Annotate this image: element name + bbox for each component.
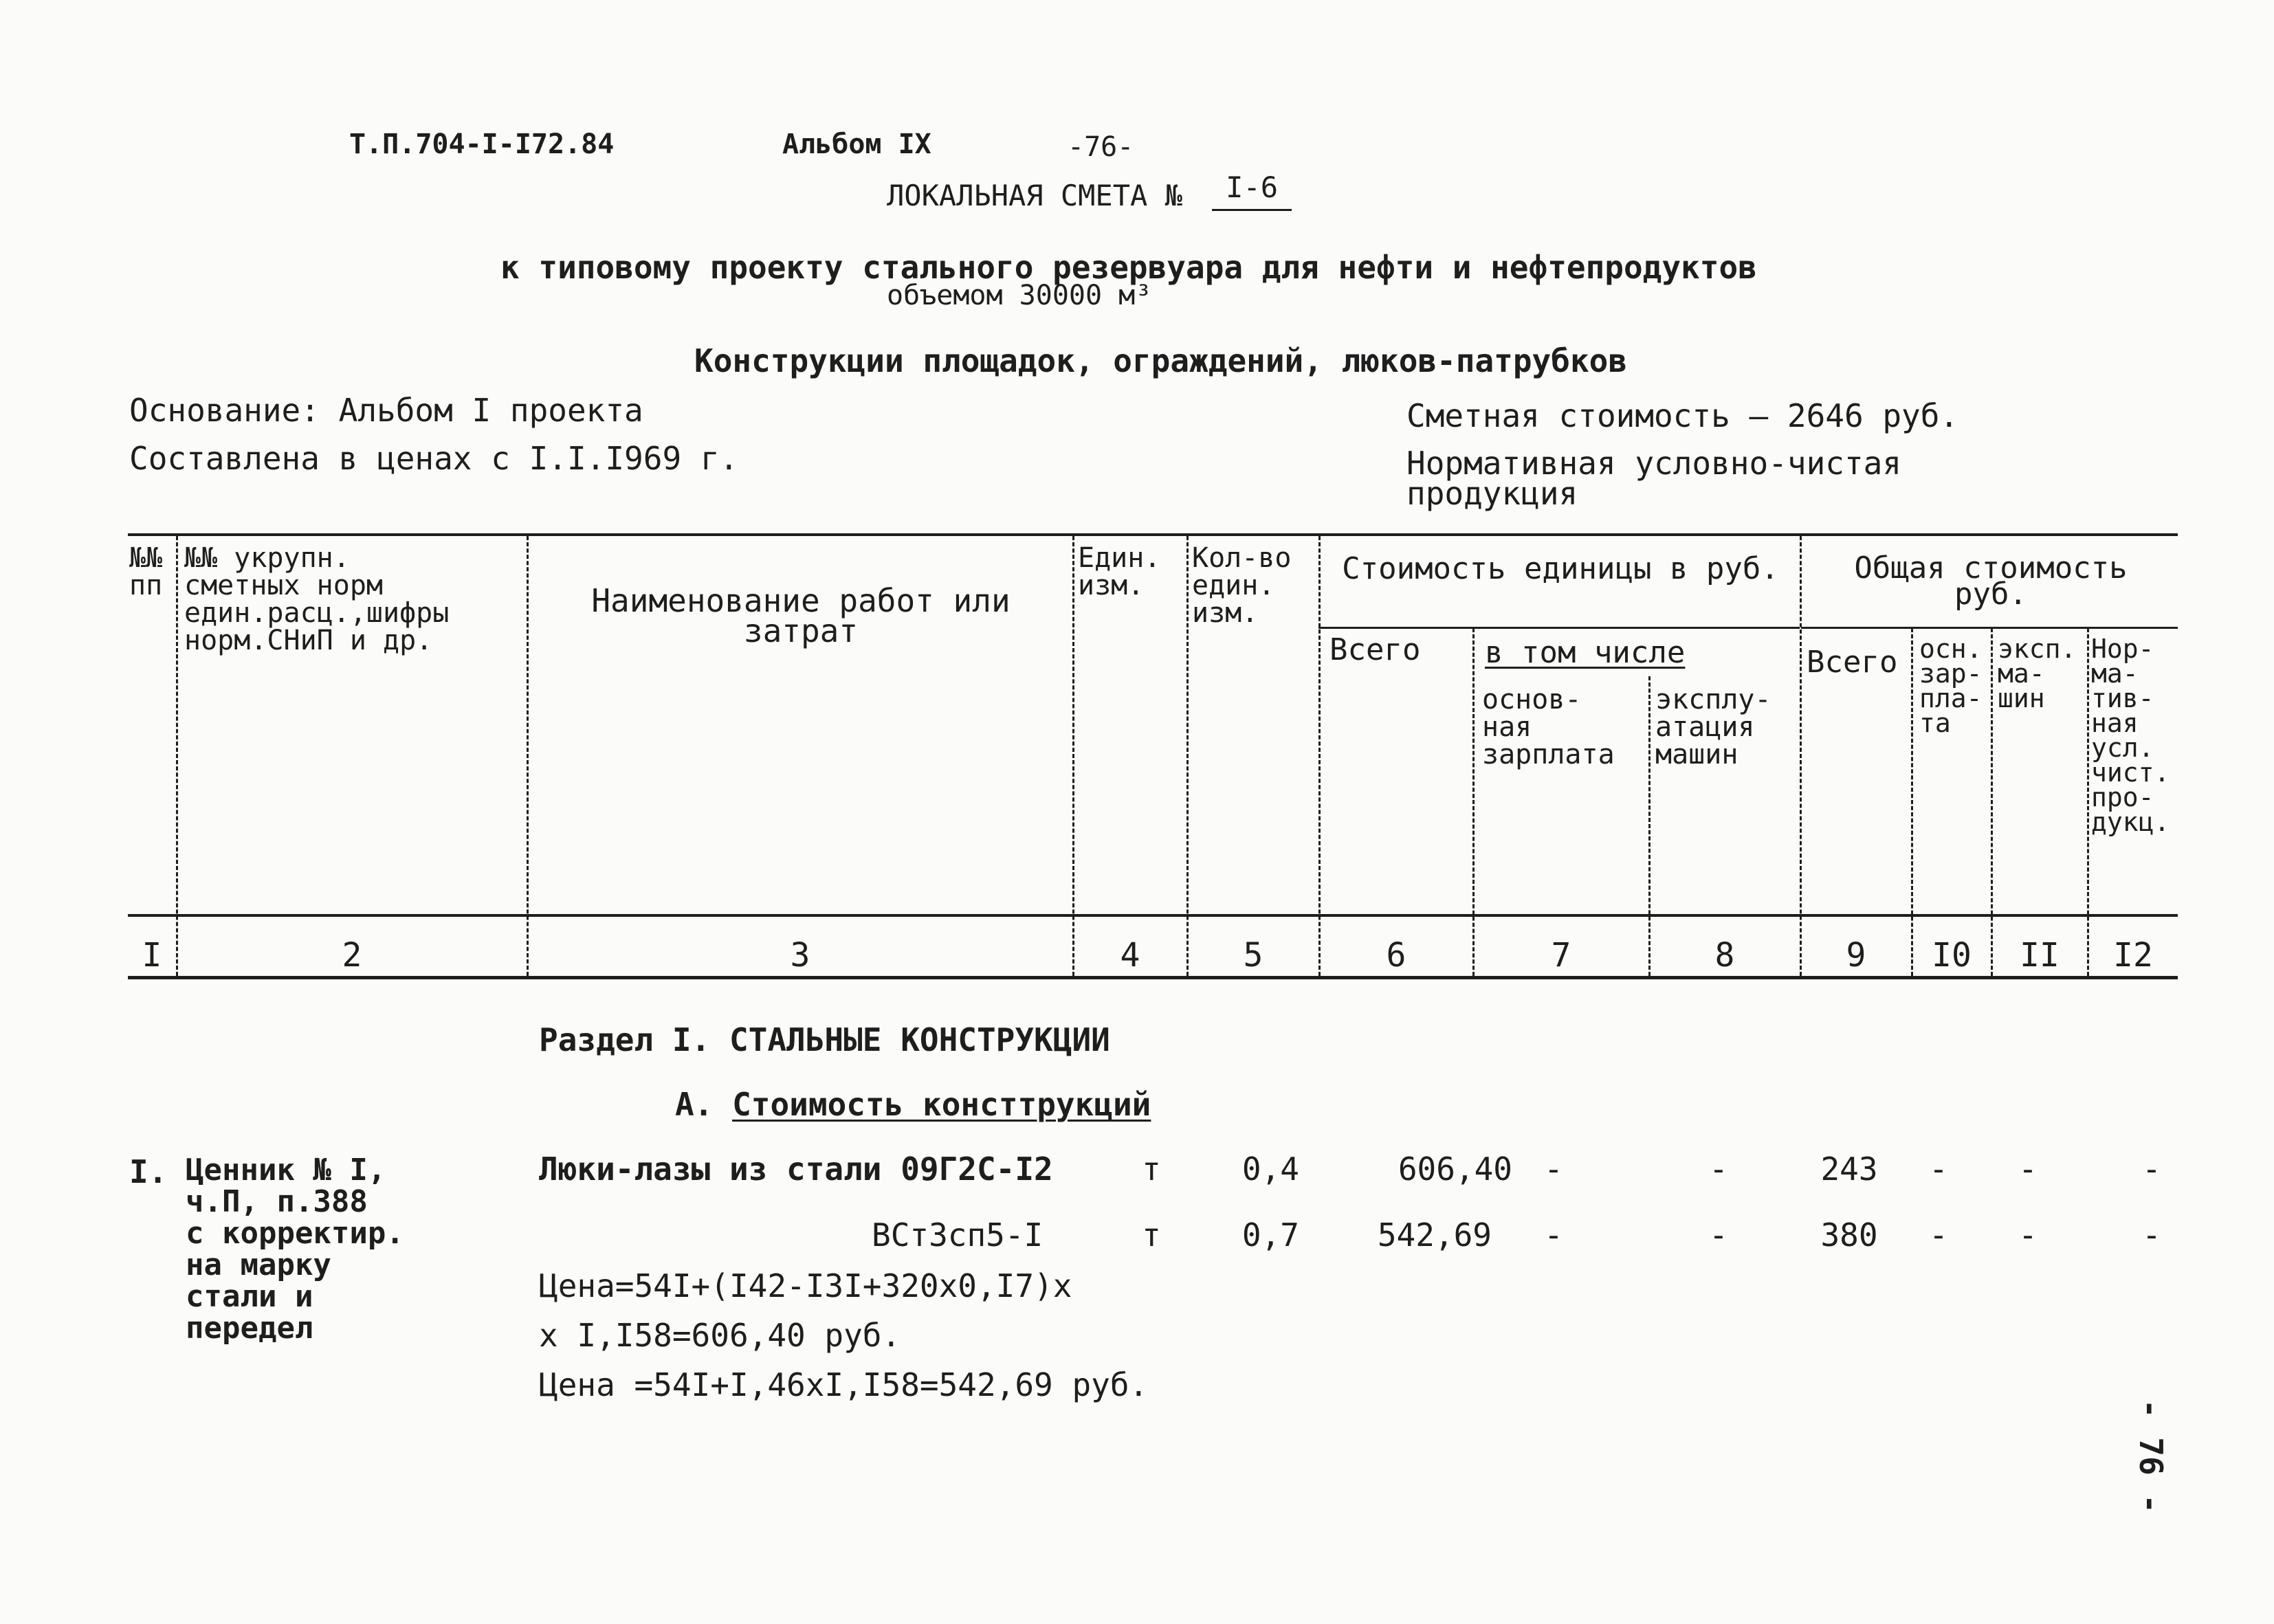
col-sep-3 — [1072, 536, 1074, 976]
col-sep-4 — [1186, 536, 1189, 976]
item-code: Ценник № I, ч.П, п.388 с корректир. на марку стали и передел — [186, 1153, 404, 1346]
row2-wage: - — [1544, 1216, 1563, 1254]
col-number-9: 9 — [1846, 936, 1866, 975]
table-number-rule — [128, 976, 2178, 979]
incl-label: в том числе — [1485, 635, 1686, 670]
col-header-3: Наименование работ или затрат — [591, 582, 1011, 649]
subsection-letter: А. — [675, 1086, 714, 1123]
col-header-10: осн. зар- пла- та — [1919, 634, 1983, 738]
estimated-cost: Сметная стоимость – 2646 руб. — [1406, 397, 1959, 434]
estimate-title — [887, 170, 1292, 219]
col-number-5: 5 — [1243, 936, 1263, 975]
total-cost-group: Общая стоимость руб. — [1854, 550, 2128, 612]
row2-total-normative: - — [2142, 1216, 2161, 1254]
row1-machines: - — [1709, 1150, 1728, 1188]
row2-name: ВСт3сп5-I — [872, 1216, 1044, 1254]
unit-cost-group: Стоимость единицы в руб. — [1342, 551, 1779, 586]
row1-total-wage: - — [1929, 1150, 1948, 1188]
col-number-12: I2 — [2113, 936, 2153, 975]
col-sep-7 — [1648, 676, 1651, 976]
col-number-3: 3 — [790, 936, 810, 975]
row1-unit: т — [1142, 1150, 1161, 1188]
subject-title: Конструкции площадок, ограждений, люков-патрубков — [694, 342, 1628, 379]
col-sep-9 — [1911, 628, 1913, 976]
row1-unit-total: 606,40 — [1398, 1150, 1512, 1188]
col-sep-6 — [1472, 628, 1475, 976]
col-sep-8 — [1800, 536, 1802, 976]
row2-qty: 0,7 — [1241, 1216, 1299, 1254]
col-number-6: 6 — [1386, 936, 1406, 975]
row1-wage: - — [1544, 1150, 1563, 1188]
col-header-9: Всего — [1807, 645, 1898, 680]
row2-total: 380 — [1820, 1216, 1878, 1254]
col-header-4: Един. изм. — [1078, 542, 1161, 601]
col-number-7: 7 — [1551, 936, 1571, 975]
subtitle-line1: к типовому проекту стального резервуара для нефти и нефтепродуктов — [500, 249, 1757, 286]
row1-total-normative: - — [2142, 1150, 2161, 1188]
calc-line-3: Цена =54I+I,46хI,I58=542,69 руб. — [539, 1366, 1149, 1403]
col-sep-5 — [1318, 536, 1321, 976]
table-top-rule — [128, 533, 2178, 536]
col-header-11: эксп. ма- шин — [1998, 634, 2077, 713]
row1-total: 243 — [1820, 1150, 1878, 1188]
col-header-7: основ- ная зарплата — [1482, 684, 1615, 770]
estimate-number: I-6 — [1212, 172, 1292, 211]
col-header-5: Кол-во един. изм. — [1192, 542, 1292, 629]
row2-total-machines: - — [2018, 1216, 2038, 1254]
unit-cost-subrule — [1318, 627, 1800, 629]
subsection-name: Стоимость консттрукций — [732, 1086, 1151, 1123]
subtitle-line2: объемом 30000 м³ — [887, 280, 1152, 311]
calc-line-1: Цена=54I+(I42-I3I+320х0,I7)х — [539, 1267, 1072, 1304]
album-label: Альбом IX — [782, 129, 931, 160]
col-number-10: I0 — [1932, 936, 1972, 975]
margin-page-number: - 76 - — [2132, 1399, 2170, 1514]
col-number-8: 8 — [1714, 936, 1735, 975]
doc-code: Т.П.704-I-I72.84 — [349, 129, 615, 160]
total-cost-subrule — [1801, 627, 2178, 629]
col-sep-2 — [527, 536, 529, 976]
col-sep-10 — [1991, 628, 1993, 976]
col-header-8: эксплу- атация машин — [1655, 684, 1771, 770]
row2-unit: т — [1142, 1216, 1161, 1254]
calc-line-2: х I,I58=606,40 руб. — [539, 1317, 901, 1354]
estimate-title-prefix: ЛОКАЛЬНАЯ СМЕТА № — [887, 179, 1182, 212]
row2-unit-total: 542,69 — [1377, 1216, 1492, 1254]
col-number-11: II — [2020, 936, 2060, 975]
basis-text: Основание: Альбом I проекта — [129, 392, 643, 429]
col-sep-1 — [176, 536, 178, 976]
col-header-2: №№ укрупн. сметных норм един.расц.,шифры норм.СНиП и др. — [184, 542, 450, 656]
prices-text: Составлена в ценах с I.I.I969 г. — [129, 440, 739, 477]
row1-name: Люки-лазы из стали 09Г2С-I2 — [539, 1150, 1053, 1188]
page-number: -76- — [1068, 131, 1134, 163]
section-title: Раздел I. СТАЛЬНЫЕ КОНСТРУКЦИИ — [539, 1021, 1110, 1058]
col-number-1: I — [142, 936, 162, 975]
col-sep-11 — [2087, 628, 2089, 976]
row2-machines: - — [1709, 1216, 1728, 1254]
item-number: I. — [129, 1153, 168, 1190]
col-header-6: Всего — [1329, 632, 1421, 667]
row1-total-machines: - — [2018, 1150, 2038, 1188]
table-header-rule — [128, 914, 2178, 917]
row2-total-wage: - — [1929, 1216, 1948, 1254]
col-number-2: 2 — [342, 936, 362, 975]
col-header-1: №№ пп — [129, 542, 163, 601]
normative-product: Нормативная условно-чистая продукция — [1406, 445, 1902, 512]
col-number-4: 4 — [1120, 936, 1140, 975]
col-header-12: Нор- ма- тив- ная усл. чист. про- дукц. — [2091, 634, 2170, 837]
row1-qty: 0,4 — [1241, 1150, 1299, 1188]
subsection-title — [675, 1087, 1151, 1122]
